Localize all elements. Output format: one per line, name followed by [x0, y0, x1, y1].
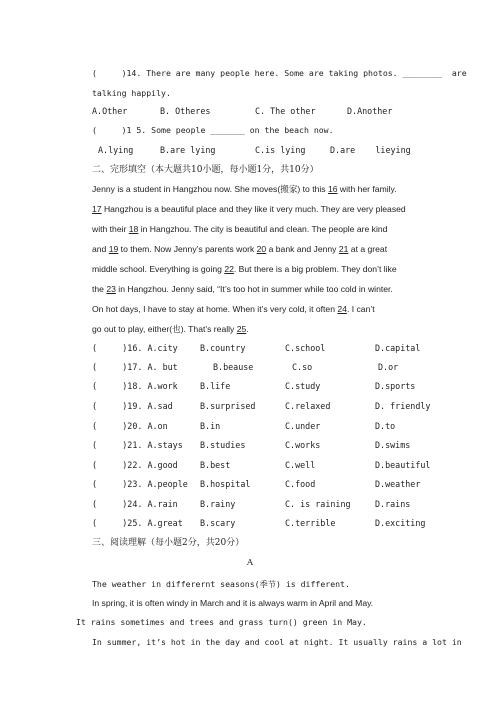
cloze-question-stem: ( )24. A.rain	[92, 499, 178, 509]
cloze-question-stem: ( )17. A. but	[92, 362, 178, 372]
cloze-option-b: B.scary	[200, 518, 236, 528]
passage-line-1: Jenny is a student in Hangzhou now. She moves(搬家) to this 16 with her family.	[92, 184, 397, 194]
passage-line-5: middle school. Everything is going 22. But there is a big problem. They don’t like	[92, 264, 397, 274]
cloze-option-c: C.so	[292, 362, 313, 372]
cloze-option-b: B.life	[200, 381, 231, 391]
cloze-option-d: D.beautiful	[375, 460, 431, 470]
blank-22: 22	[224, 264, 234, 274]
section-2-heading: 二、完形填空（本大题共10小题，每小题1分，共10分）	[92, 165, 319, 175]
cloze-option-b: B.in	[200, 421, 221, 431]
cloze-option-b: B.rainy	[200, 499, 236, 509]
passage-line-8: go out to play, either(也). That’s really 25.	[92, 324, 249, 334]
cloze-option-b: B.country	[200, 343, 246, 353]
cloze-option-c: C.works	[285, 440, 321, 450]
blank-16: 16	[327, 184, 338, 194]
cloze-option-d: D.sports	[375, 381, 416, 391]
q14-option-a: A.Other	[92, 106, 128, 116]
cloze-option-c: C.well	[285, 460, 316, 470]
q14-option-c: C. The other	[255, 106, 316, 116]
q15-option-d: D.are lieying	[330, 145, 411, 155]
q14-stem-cont: talking happily.	[92, 88, 171, 98]
cloze-option-b: B.hospital	[200, 479, 251, 489]
q15-option-a: A.lying	[98, 145, 134, 155]
reading-paragraph-3: In summer, it’s hot in the day and cool at night. It usually rains a lot in	[92, 637, 462, 647]
cloze-option-c: C.relaxed	[285, 401, 331, 411]
cloze-option-d: D.weather	[375, 479, 421, 489]
passage-line-2: 17 Hangzhou is a beautiful place and they like it very much. They are very pleased	[92, 204, 406, 214]
cloze-option-b: B.best	[200, 460, 231, 470]
q15-option-c: C.is lying	[255, 145, 306, 155]
q15-stem: ( )1 5. Some people _______ on the beach now.	[92, 125, 334, 135]
cloze-question-stem: ( )23. A.people	[92, 479, 188, 489]
cloze-option-d: D.rains	[375, 499, 411, 509]
cloze-option-c: C. is raining	[285, 499, 351, 509]
section-3-heading: 三、阅读理解（每小题2分，共20分）	[92, 538, 245, 548]
q14-option-b: B. Otheres	[160, 106, 211, 116]
cloze-question-stem: ( )18. A.work	[92, 381, 178, 391]
cloze-question-stem: ( )19. A.sad	[92, 401, 173, 411]
cloze-option-d: D.capital	[375, 343, 421, 353]
reading-paragraph-2-line-2: It rains sometimes and trees and grass turn() green in May.	[76, 617, 367, 627]
cloze-question-stem: ( )20. A.on	[92, 421, 168, 431]
cloze-question-stem: ( )16. A.city	[92, 343, 178, 353]
cloze-question-stem: ( )25. A.great	[92, 518, 183, 528]
passage-line-3: with their 18 in Hangzhou. The city is beautiful and clean. The people are kind	[92, 224, 388, 234]
q14-stem: ( )14. There are many people here. Some are taking photos. ________ are	[92, 68, 467, 78]
blank-18: 18	[128, 224, 139, 234]
cloze-option-d: D.swims	[375, 440, 411, 450]
reading-paragraph-2-line-1: In spring, it is often windy in March and it is always warm in April and May.	[92, 598, 374, 608]
cloze-option-b: B.studies	[200, 440, 246, 450]
cloze-option-d: D.exciting	[375, 518, 426, 528]
cloze-option-c: C.food	[285, 479, 316, 489]
cloze-option-b: B.surprised	[200, 401, 256, 411]
cloze-option-c: C.study	[285, 381, 321, 391]
reading-part-label: A	[246, 558, 254, 568]
blank-23: 23	[106, 284, 116, 294]
cloze-option-c: C.terrible	[285, 518, 336, 528]
cloze-option-d: D.or	[378, 362, 399, 372]
cloze-option-c: C.school	[285, 343, 326, 353]
cloze-question-stem: ( )21. A.stays	[92, 440, 183, 450]
passage-line-7: On hot days, I have to stay at home. When it’s very cold, it often 24. I can’t	[92, 304, 375, 314]
passage-line-4: and 19 to them. Now Jenny’s parents work 20 a bank and Jenny 21 at a great	[92, 244, 388, 254]
blank-20: 20	[256, 244, 267, 254]
blank-24: 24	[337, 304, 347, 314]
reading-paragraph-1: The weather in differernt seasons(季节) is different.	[92, 579, 350, 589]
cloze-option-d: D.to	[375, 421, 396, 431]
cloze-option-c: C.under	[285, 421, 321, 431]
cloze-option-d: D. friendly	[375, 401, 431, 411]
blank-19: 19	[108, 244, 119, 254]
blank-17: 17	[92, 204, 102, 214]
q14-option-d: D.Another	[347, 106, 393, 116]
cloze-option-b: B.beause	[213, 362, 254, 372]
passage-line-6: the 23 in Hangzhou. Jenny said, “It’s too hot in summer while too cold in winter.	[92, 284, 393, 294]
q15-option-b: B.are lying	[160, 145, 216, 155]
blank-25: 25	[236, 324, 247, 334]
cloze-question-stem: ( )22. A.good	[92, 460, 178, 470]
blank-21: 21	[338, 244, 349, 254]
